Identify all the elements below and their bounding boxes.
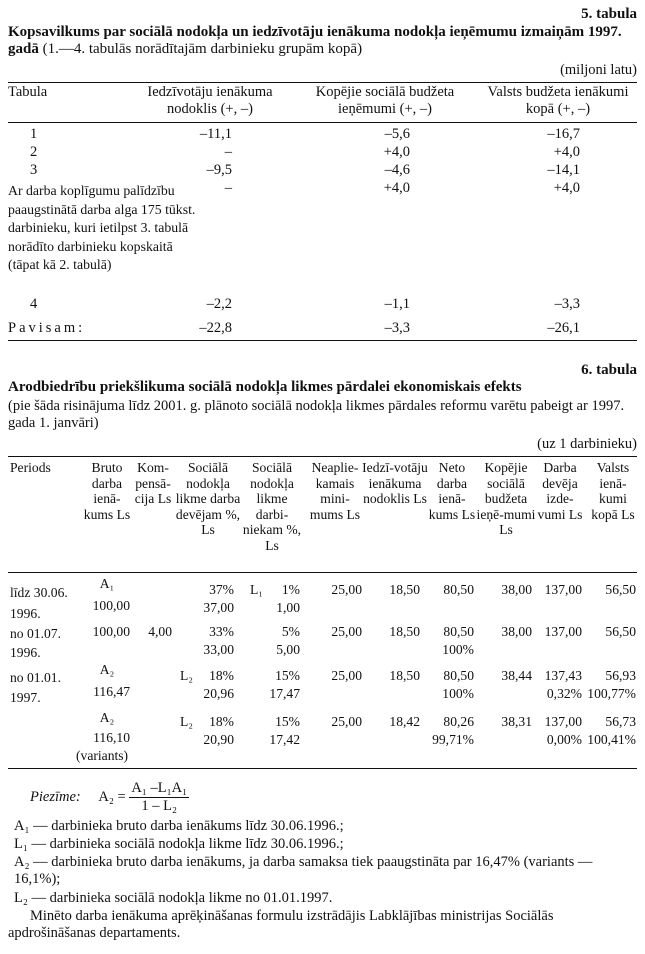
table6-tax: 18,42 xyxy=(389,714,420,729)
table6-social: 38,31 xyxy=(501,714,532,729)
table5-cell: – xyxy=(224,144,232,160)
table6-min: 25,00 xyxy=(331,668,362,683)
table6-min: 25,00 xyxy=(331,582,362,597)
table6-header-comp: Kom-pensā-cija Ls xyxy=(134,460,172,506)
table6-worker-rate: 15% xyxy=(275,668,300,683)
table5-cell: –1,1 xyxy=(384,296,410,312)
table6-net-pct: 99,71% xyxy=(432,732,474,747)
formula-denominator: 1 – L₂ xyxy=(141,798,178,814)
table5-cell: –11,1 xyxy=(199,126,232,142)
table6-employer-pct: 0,00% xyxy=(546,732,582,747)
table6-period: no 01.07. 1996. xyxy=(10,626,61,660)
table6-state: 56,73 xyxy=(605,714,636,729)
table6-header-employer-costs: Darba devēja izde-vumi Ls xyxy=(537,460,583,522)
formula-lhs: A₂ = xyxy=(98,788,126,805)
table6-state: 56,50 xyxy=(605,624,636,639)
table6-worker-ls: 17,47 xyxy=(269,686,300,701)
table6-net: 80,26 xyxy=(443,714,474,729)
table6-employer-ls: 33,00 xyxy=(203,642,234,657)
table6-employer-pct: 0,32% xyxy=(546,686,582,701)
table5-total-cell: –26,1 xyxy=(547,320,580,336)
table6-employer: 137,00 xyxy=(544,624,582,639)
table6-employer-symbol: L₂ xyxy=(180,714,194,729)
table6-gross: 100,00 xyxy=(92,598,130,613)
table6-worker-rate: 1% xyxy=(281,582,300,597)
table6-header-rule xyxy=(8,572,637,573)
table6-title: Arodbiedrību priekšlikuma sociālā nodokļa likmes pārdalei ekonomiskais efekts xyxy=(8,379,522,395)
table5-row-label: 4 xyxy=(30,296,38,312)
table5-row-label: 1 xyxy=(30,126,38,142)
table6-worker-ls: 1,00 xyxy=(276,600,300,615)
table5-cell: –4,6 xyxy=(384,162,410,178)
table6-employer-symbol: L₂ xyxy=(180,668,194,683)
table5-header-state-budget: Valsts budžeta ienākumi kopā (+, –) xyxy=(487,84,629,117)
table6-net: 80,50 xyxy=(443,668,474,683)
table6-tax: 18,50 xyxy=(389,624,420,639)
table6-min: 25,00 xyxy=(331,714,362,729)
table6-header-social: Kopējie sociālā budžeta ieņē-mumi Ls xyxy=(476,460,536,537)
table6-social: 38,00 xyxy=(501,624,532,639)
table6-top-rule xyxy=(8,456,637,457)
table6-worker-ls: 17,42 xyxy=(269,732,300,747)
table6-worker-symbol: L₁ xyxy=(250,582,264,597)
table6-gross: 100,00 xyxy=(92,624,130,639)
table6-net: 80,50 xyxy=(443,624,474,639)
table6-employer: 137,00 xyxy=(544,714,582,729)
note-line: Minēto darba ienākuma aprēķināšanas formulu izstrādājis Labklājības ministrijas Sociālās apdrošināšanas departaments. xyxy=(8,908,554,941)
table6-header-worker-rate: Sociālā nodokļa likme darbi-niekam %, Ls xyxy=(242,460,302,553)
table6-header-periods: Periods xyxy=(10,460,51,475)
table5-total-cell: –3,3 xyxy=(384,320,410,336)
table6-header-gross: Bruto darba ienā-kums Ls xyxy=(83,460,131,522)
note-line: A₂ — darbinieka bruto darba ienākums, ja darba samaksa tiek paaugstināta par 16,47% (variants — 16,1%); xyxy=(14,854,593,887)
table6-employer-ls: 20,96 xyxy=(203,686,234,701)
table6-gross: 116,47 xyxy=(93,684,130,699)
table6-employer: 137,43 xyxy=(544,668,582,683)
table5-cell: –3,3 xyxy=(554,296,580,312)
table6-state: 56,50 xyxy=(605,582,636,597)
table6-comp: 4,00 xyxy=(148,624,172,639)
table6-units: (uz 1 darbinieku) xyxy=(537,436,637,452)
table6-employer: 137,00 xyxy=(544,582,582,597)
table5-title xyxy=(8,24,637,58)
table6-employer-rate: 37% xyxy=(209,582,234,597)
table5-title-suffix: (1.—4. tabulās norādītajām darbinieku grupām kopā) xyxy=(42,41,363,57)
table6-header-income-tax: Iedzī-votāju ienākuma nodoklis Ls xyxy=(362,460,428,506)
table6-state: 56,93 xyxy=(605,668,636,683)
table5-total-label: Pavisam: xyxy=(8,320,86,336)
table6-subtitle: (pie šāda risinājuma līdz 2001. g. plānoto sociālā nodokļa likmes pārdales reformu varētu pabeigt ar 1997. gada 1. janvāri) xyxy=(8,398,625,431)
table6-gross: 116,10 xyxy=(93,730,130,745)
table6-worker-ls: 5,00 xyxy=(276,642,300,657)
table6-gross-note: (variants) xyxy=(76,748,129,763)
formula-fraction xyxy=(129,780,189,815)
table5-cell: +4,0 xyxy=(553,144,580,160)
note-label: Piezīme: xyxy=(30,788,81,805)
table6-tax: 18,50 xyxy=(389,582,420,597)
note-line: L₁ — darbinieka sociālā nodokļa likme līdz 30.06.1996.; xyxy=(14,836,344,852)
table6-employer-rate: 33% xyxy=(209,624,234,639)
table6-net: 80,50 xyxy=(443,582,474,597)
table5-row-label-long: Ar darba koplīgumu palīdzību paaugstinātā darba alga 175 tūkst. darbinieku, kuri ietilpst 3. tabulā norādīto darbinieku kopskaitā (tāpat kā 2. tabulā) xyxy=(8,183,196,272)
table6-net-pct: 100% xyxy=(442,642,474,657)
table6-period: no 01.01. 1997. xyxy=(10,670,61,705)
table5-row-label: 3 xyxy=(30,162,38,178)
table5-header-social-budget: Kopējie sociālā budžeta ieņēmumi (+, –) xyxy=(315,84,455,117)
table5-number: 5. tabula xyxy=(581,6,637,22)
table6-employer-rate: 18% xyxy=(209,714,234,729)
table6-gross-symbol: A₂ xyxy=(99,662,115,677)
note-formula xyxy=(30,780,189,815)
table6-header-min: Neaplie-kamais mini-mums Ls xyxy=(309,460,361,522)
table6-employer-ls: 37,00 xyxy=(203,600,234,615)
table5-top-rule xyxy=(8,82,637,83)
table6-worker-rate: 5% xyxy=(281,624,300,639)
table5-cell: – xyxy=(224,180,232,196)
table6-header-net: Neto darba ienā-kums Ls xyxy=(428,460,476,522)
table5-cell: –9,5 xyxy=(206,162,232,178)
table5-header-rule xyxy=(8,122,637,123)
table5-cell: –14,1 xyxy=(547,162,580,178)
table6-header-state: Valsts ienā-kumi kopā Ls xyxy=(591,460,635,522)
table6-number: 6. tabula xyxy=(581,362,637,378)
table6-gross-symbol: A₁ xyxy=(99,576,115,591)
table5-row-label: 2 xyxy=(30,144,38,160)
table5-title-text: Kopsavilkums par sociālā nodokļa un iedzīvotāju ienākuma nodokļa ieņēmumu izmaiņām 1997. gadā xyxy=(8,24,622,57)
table6-gross-symbol: A₂ xyxy=(99,710,115,725)
table6-state-pct: 100,41% xyxy=(587,732,636,747)
note-line: A₁ — darbinieka bruto darba ienākums līdz 30.06.1996.; xyxy=(14,818,344,834)
table5-cell: +4,0 xyxy=(383,144,410,160)
table6-worker-rate: 15% xyxy=(275,714,300,729)
table5-cell: –2,2 xyxy=(206,296,232,312)
table5-cell: –16,7 xyxy=(547,126,580,142)
table5-header-tabula: Tabula xyxy=(8,84,48,100)
table6-period: līdz 30.06. 1996. xyxy=(10,585,68,621)
table5-cell: –5,6 xyxy=(384,126,410,142)
table5-header-income-tax: Iedzīvotāju ienākuma nodoklis (+, –) xyxy=(147,84,273,117)
table6-bottom-rule xyxy=(8,768,637,769)
table6-employer-rate: 18% xyxy=(209,668,234,683)
table6-net-pct: 100% xyxy=(442,686,474,701)
table5-units: (miljoni latu) xyxy=(560,62,637,78)
note-line: L₂ — darbinieka sociālā nodokļa likme no 01.01.1997. xyxy=(14,890,333,906)
table6-header-employer-rate: Sociālā nodokļa likme darba devējam %, Ls xyxy=(175,460,241,537)
table5-total-cell: –22,8 xyxy=(199,320,232,336)
table5-cell: +4,0 xyxy=(383,180,410,196)
table6-state-pct: 100,77% xyxy=(587,686,636,701)
table6-employer-ls: 20,90 xyxy=(203,732,234,747)
formula-numerator: A₁ –L₁A₁ xyxy=(131,780,188,796)
table6-tax: 18,50 xyxy=(389,668,420,683)
table5-bottom-rule xyxy=(8,340,637,341)
table6-social: 38,00 xyxy=(501,582,532,597)
table6-social: 38,44 xyxy=(501,668,532,683)
table5-cell: +4,0 xyxy=(553,180,580,196)
table6-min: 25,00 xyxy=(331,624,362,639)
